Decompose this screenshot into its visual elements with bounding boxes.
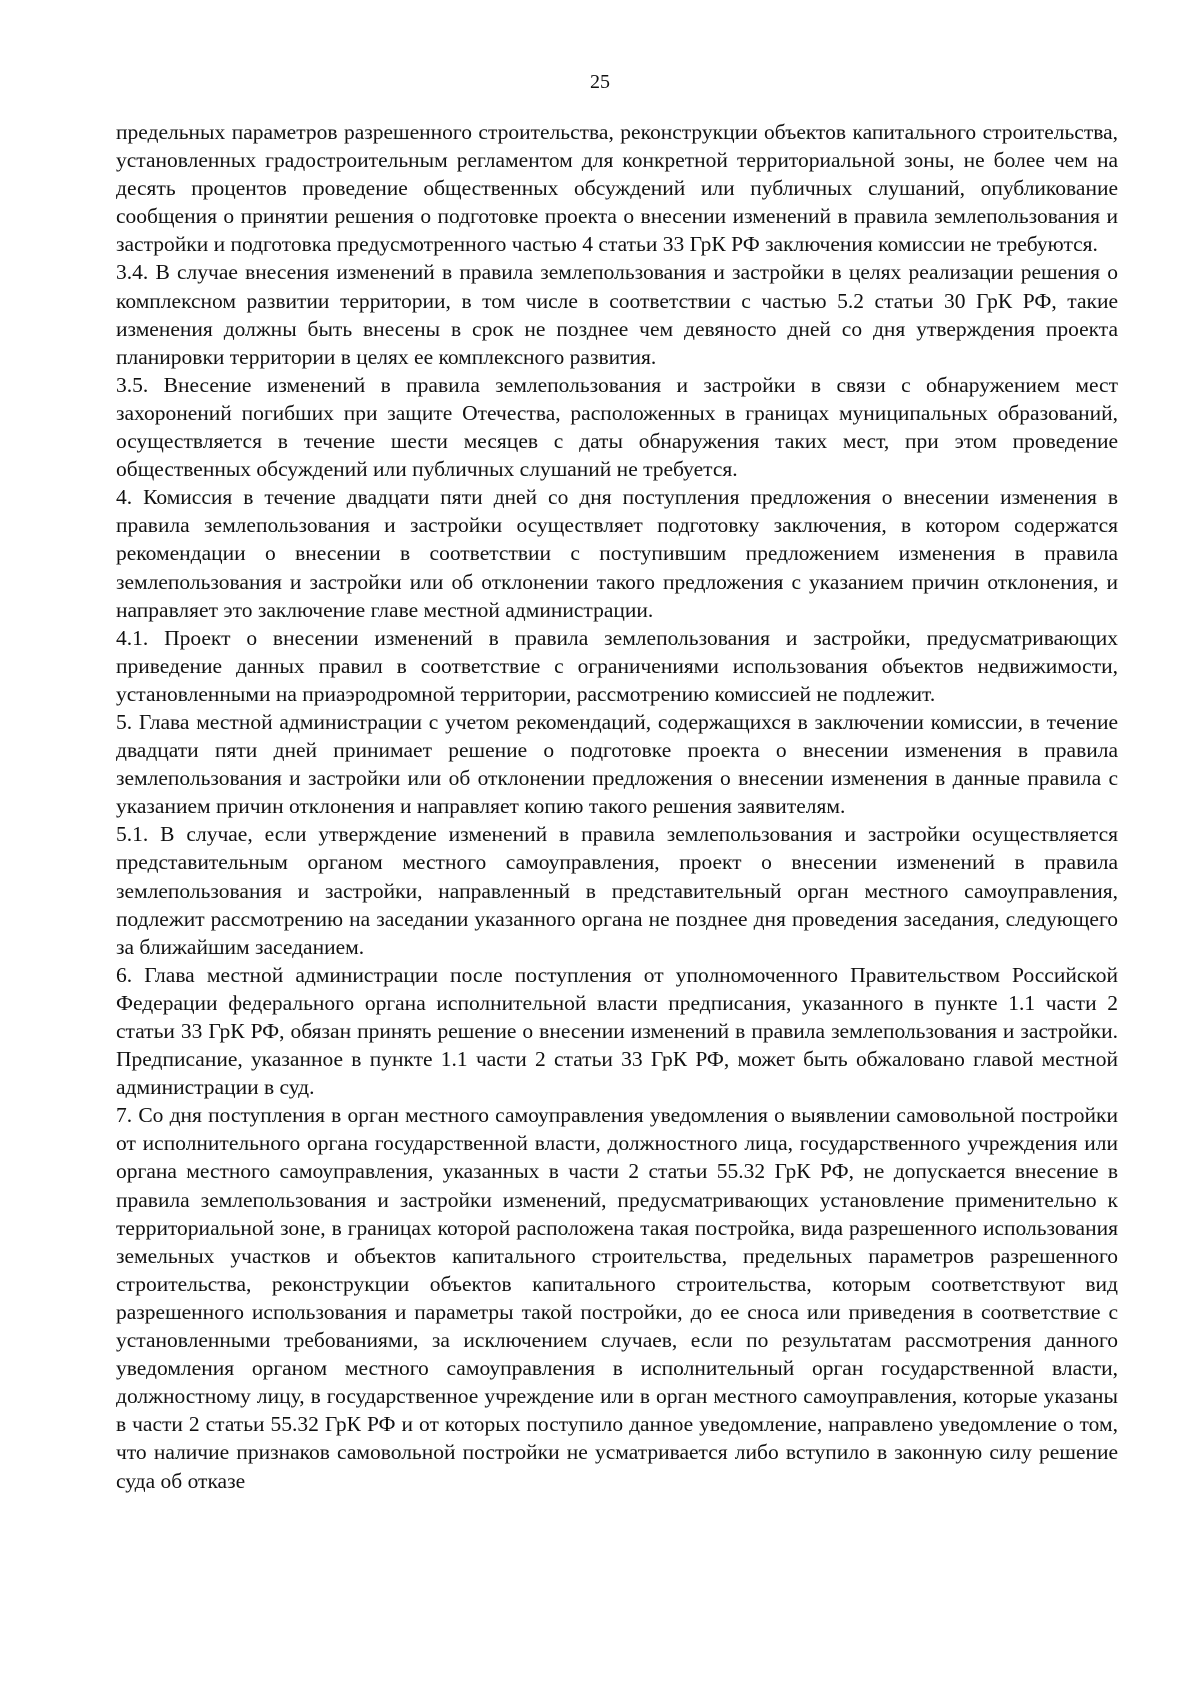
paragraph-continuation: предельных параметров разрешенного строительства, реконструкции объектов капитального строительства, установленных градостроительным регламентом для конкретной территориальной зоны, не более чем на десять процентов проведение общественных обсуждений или публичных слушаний, опубликование сообщения о принятии решения о подготовке проекта о внесении изменений в правила землепользования и застройки и подготовка предусмотренного частью 4 статьи 33 ГрК РФ заключения комиссии не требуются. [116,120,1118,257]
page-number: 25 [590,71,610,93]
paragraph-5-1: 5.1. В случае, если утверждение изменений в правила землепользования и застройки осуществляется представительным органом местного самоуправления, проект о внесении изменений в правила землепользования и застройки, направленный в представительный орган местного самоуправления, подлежит рассмотрению на заседании указанного органа не позднее дня проведения заседания, следующего за ближайшим заседанием. [116,822,1118,959]
paragraph-5: 5. Глава местной администрации с учетом рекомендаций, содержащихся в заключении комиссии, в течение двадцати пяти дней принимает решение о подготовке проекта о внесении изменения в правила землепользования и застройки или об отклонении предложения о внесении изменения в данные правила с указанием причин отклонения и направляет копию такого решения заявителям. [116,709,1118,819]
paragraph-4: 4. Комиссия в течение двадцати пяти дней со дня поступления предложения о внесении изменения в правила землепользования и застройки осуществляет подготовку заключения, в котором содержатся рекомендации о внесении в соответствии с поступившим предложением изменения в правила землепользования и застройки или об отклонении такого предложения с указанием причин отклонения, и направляет это заключение главе местной администрации. [116,485,1118,622]
paragraph-3-4: 3.4. В случае внесения изменений в правила землепользования и застройки в целях реализации решения о комплексном развитии территории, в том числе в соответствии с частью 5.2 статьи 30 ГрК РФ, такие изменения должны быть внесены в срок не позднее чем девяносто дней со дня утверждения проекта планировки территории в целях ее комплексного развития. [116,260,1118,369]
paragraph-4-1: 4.1. Проект о внесении изменений в правила землепользования и застройки, предусматривающих приведение данных правил в соответствие с ограничениями использования объектов недвижимости, установленными на приаэродромной территории, рассмотрению комиссией не подлежит. [116,625,1118,706]
document-body [116,118,1118,1495]
paragraph-7: 7. Со дня поступления в орган местного самоуправления уведомления о выявлении самовольной постройки от исполнительного органа государственной власти, должностного лица, государственного учреждения или органа местного самоуправления, указанных в части 2 статьи 55.32 ГрК РФ, не допускается внесение в правила землепользования и застройки изменений, предусматривающих установление применительно к территориальной зоне, в границах которой расположена такая постройка, вида разрешенного использования земельных участков и объектов капитального строительства, предельных параметров разрешенного строительства, реконструкции объектов капитального строительства, которым соответствуют вид разрешенного использования и параметры такой постройки, до ее сноса или приведения в соответствие с установленными требованиями, за исключением случаев, если по результатам рассмотрения данного уведомления органом местного самоуправления в исполнительный орган государственной власти, должностному лицу, в государственное учреждение или в орган местного самоуправления, которые указаны в части 2 статьи 55.32 ГрК РФ и от которых поступило данное уведомление, направлено уведомление о том, что наличие признаков самовольной постройки не усматривается либо вступило в законную силу решение суда об отказе [116,1103,1118,1493]
paragraph-6: 6. Глава местной администрации после поступления от уполномоченного Правительством Российской Федерации федерального органа исполнительной власти предписания, указанного в пункте 1.1 части 2 статьи 33 ГрК РФ, обязан принять решение о внесении изменений в правила землепользования и застройки. Предписание, указанное в пункте 1.1 части 2 статьи 33 ГрК РФ, может быть обжаловано главой местной администрации в суд. [116,962,1118,1100]
paragraph-3-5: 3.5. Внесение изменений в правила землепользования и застройки в связи с обнаружением мест захоронений погибших при защите Отечества, расположенных в границах муниципальных образований, осуществляется в течение шести месяцев с даты обнаружения таких мест, при этом проведение общественных обсуждений или публичных слушаний не требуется. [116,372,1118,482]
